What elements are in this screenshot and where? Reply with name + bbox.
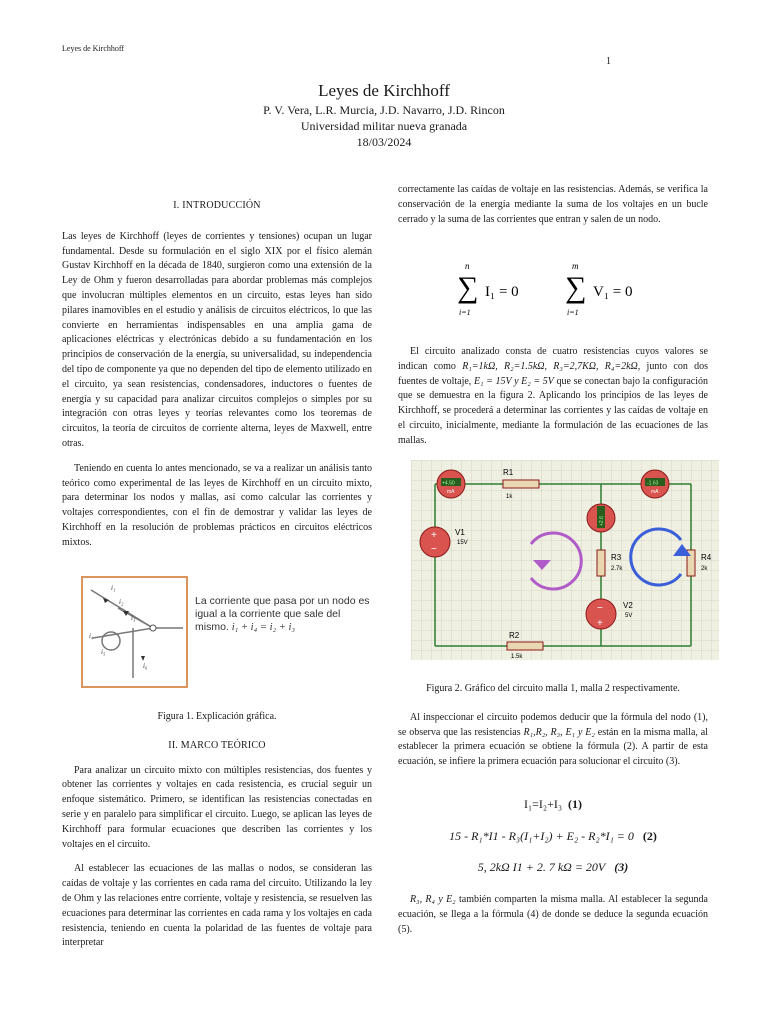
v2-label: V2 [623, 601, 633, 610]
r4-label: R4 [701, 553, 712, 562]
resistor-r3 [597, 550, 605, 576]
circuit-description-paragraph [398, 345, 708, 449]
page-number: 1 [606, 56, 611, 67]
left-column [62, 199, 372, 561]
authors: P. V. Vera, L.R. Murcia, J.D. Navarro, J.D. Rincon [263, 103, 505, 117]
resistor-r1 [503, 480, 539, 488]
r1-label: R1 [503, 468, 514, 477]
ammeter-1-unit: mA [447, 489, 455, 495]
v1-plus: + [431, 530, 437, 541]
figure-2-caption: Figura 2. Gráfico del circuito malla 1, malla 2 respectivamente. [426, 683, 680, 694]
intro-paragraph-2: Teniendo en cuenta lo antes mencionado, se va a realizar un análisis tanto teórico como experimental de las leyes de Kirchhoff en un circuito mixto, para determinar los nodos y mallas, así como calcular las corrientes y voltajes correspondientes, con el fin de demostrar y validar las leyes de Kirchhoff en la resolución de problemas prácticos en circuitos eléctricos mixtos. [62, 462, 372, 548]
equation-3 [398, 860, 708, 875]
intro-paragraph-1: Las leyes de Kirchhoff (leyes de corrientes y tensiones) ocupan un lugar fundamental. Desde su formulación en el siglo XIX por el físico alemán Gustav Kirchhoff en la década de 1840, surgieron como una extensión de la Ley de Ohm y fueron desarrolladas para abordar problemas más complejos que involucran múltiples elementos en un circuito, estas leyes han sido pilares inamovibles en el estudio y análisis de circuitos eléctricos, lo que las convierte en herramientas indispensables en una amplia gama de aplicaciones eléctricas y electrónicas debido a su fundamentación en los principios de conservación de la energía, su universalidad, su independencia del tipo de componente ya que no dependen del tipo de elemento utilizado en el circuito, ya sean resistencias, condensadores, inductores o fuentes de energía y su capacidad para analizar circuitos complejos o simples por su integración con otras leyes y teorías relevantes como los teoremas de circuitos, la teoría de circuitos de corriente alterna, leyes de Maxwell, entre otras. [62, 230, 372, 449]
v1-label: V1 [455, 528, 465, 537]
sum2-sigma: ∑ [565, 271, 587, 304]
figure-1-explanation [195, 595, 377, 634]
label-i1: i₁ [111, 584, 116, 592]
v2-value: 5V [625, 613, 633, 619]
second-mesh-paragraph [398, 893, 708, 937]
sum1-upper: n [465, 261, 470, 271]
equation-1-number: (1) [568, 797, 583, 811]
v2-plus: + [597, 618, 603, 629]
sum-equation-svg [455, 255, 645, 321]
label-i2: i₂ [119, 598, 124, 606]
r3-value: 2.7k [611, 566, 623, 572]
second-mesh-elements: R₃, R₄ y E₂ [410, 894, 456, 905]
equation-1 [398, 797, 708, 812]
running-header: Leyes de Kirchhoff [62, 44, 125, 53]
equation-1-body: I₁=I₂+I₃ [523, 797, 563, 811]
analysis-a: Al inspeccionar el circuito podemos deducir que la fórmula del nodo (1), se observa que las resistencias [398, 711, 708, 738]
left-column-lower [62, 710, 372, 961]
right-column [398, 183, 708, 237]
sum1-lower: i=1 [459, 308, 471, 317]
circuit-desc-a: El circuito analizado consta de cuatro resistencias cuyos valores se indican como [398, 346, 708, 372]
equation-2-number: (2) [642, 829, 657, 843]
v2-minus: − [597, 603, 603, 614]
ammeter-3-reading: +2.6 [599, 516, 605, 526]
right-column-p6 [398, 345, 708, 459]
theory-paragraph-1: Para analizar un circuito mixto con múltiples resistencias, dos fuentes y obtener las corrientes y voltajes en cada resistencia, es crucial seguir un enfoque sistemático. Primero, se identifican las resistencias conectadas en serie y en paralelo para simplificar el circuito. Luego, se aplican las leyes de Kirchhoff para formular ecuaciones que describen las corrientes y los voltajes en el circuito. [62, 764, 372, 850]
right-column-final [398, 893, 708, 947]
r1-value: 1k [506, 494, 513, 500]
sum2-upper: m [572, 261, 579, 271]
circuit-desc-b: , junto con dos fuentes de voltaje, [398, 360, 708, 387]
r2-value: 1.5k [511, 654, 523, 660]
paper-title: Leyes de Kirchhoff [318, 81, 450, 100]
equation-3-number: (3) [614, 860, 629, 874]
figure-1-equation: i₁ + i₄ = i₂ + i₃ [231, 622, 296, 633]
right-column-lower [398, 682, 708, 780]
sum1-term: I₁ = 0 [485, 284, 519, 300]
equation-2-body: 15 - R₁*I1 - R₃(I₁+I₂) + E₂ - R₂*I₁ = 0 [449, 829, 634, 843]
figure-1-node-diagram [81, 576, 188, 688]
r3-label: R3 [611, 553, 622, 562]
label-i5: i₅ [101, 648, 106, 656]
resistor-values: R₁=1kΩ, R₂=1.5kΩ, R₃=2,7KΩ, R₄=2kΩ [462, 360, 638, 372]
v1-minus: − [431, 544, 437, 555]
v1-value: 15V [457, 540, 468, 546]
analysis-elements: R₁,R₂, R₃, E₁ y E₂ [523, 726, 595, 738]
r4-value: 2k [701, 566, 708, 572]
figure-2-circuit [411, 460, 719, 660]
sum2-lower: i=1 [567, 308, 579, 317]
figure-1-caption: Figura 1. Explicación gráfica. [157, 711, 277, 722]
section-marco-teorico-heading: II. MARCO TEÓRICO [168, 739, 266, 751]
analysis-paragraph [398, 711, 708, 770]
r2-label: R2 [509, 631, 520, 640]
label-i6: i₆ [143, 662, 148, 670]
equation-3-body: 5, 2kΩ I1 + 2. 7 kΩ = 20V [477, 860, 606, 874]
kirchhoff-sum-equation [455, 255, 645, 321]
date: 18/03/2024 [356, 135, 412, 149]
source-values: E₁ = 15V y E₂ = 5V [473, 375, 554, 387]
affiliation: Universidad militar nueva granada [300, 119, 468, 133]
label-i4: i₄ [89, 632, 94, 640]
resistor-r2 [507, 642, 543, 650]
title-block [0, 80, 768, 150]
label-i3: i₃ [131, 614, 136, 622]
node-diagram-svg [83, 578, 186, 686]
sum2-term: V₁ = 0 [593, 284, 633, 300]
equation-2 [398, 829, 708, 844]
theory-paragraph-2: Al establecer las ecuaciones de las mallas o nodos, se consideran las caídas de voltaje y las corrientes en cada rama del circuito. Utilizando la ley de Ohm y las relaciones entre corriente, voltaje y resistencia, se resuelven las ecuaciones para determinar las corrientes en cada rama y los voltajes en cada resistencia, teniendo en cuenta la polaridad de las fuentes de voltaje para interpretar [62, 863, 372, 949]
analysis-b: están en la misma malla, al establecer la primera ecuación se obtiene la fórmula (2). A partir de esta ecuación, se infiere la primera ecuación para solucionar el circuito (3). [398, 726, 709, 768]
ammeter-1-reading: +4.50 [442, 480, 455, 487]
second-mesh-text: también comparten la misma malla. Al establecer la segunda ecuación, se llega a la fórmula (4) de donde se deduce la segunda ecuación (5). [398, 894, 708, 935]
circuit-desc-c: que se conectan bajo la configuración que se demuestra en la figura 2. Aplicando los principios de las leyes de Kirchhoff, se procederá a determinar las corrientes y las caídas de voltaje en el circuito, inicialmente, mediante la formulación de las ecuaciones de las mallas. [398, 375, 708, 446]
figure-1-explanation-text: La corriente que pasa por un nodo es igual a la corriente que sale del mismo. [195, 595, 370, 633]
ammeter-2-reading: -1.63 [647, 480, 659, 487]
circuit-svg [411, 460, 719, 660]
sum1-sigma: ∑ [457, 271, 479, 304]
section-introduccion-heading: I. INTRODUCCIÓN [173, 200, 261, 211]
ammeter-2-unit: mA [651, 489, 659, 495]
continuation-paragraph: correctamente las caídas de voltaje en las resistencias. Además, se verifica la conservación de la energía mediante la suma de los voltajes en un bucle cerrado y la suma de las corrientes que entran y salen de un nodo. [398, 184, 708, 225]
